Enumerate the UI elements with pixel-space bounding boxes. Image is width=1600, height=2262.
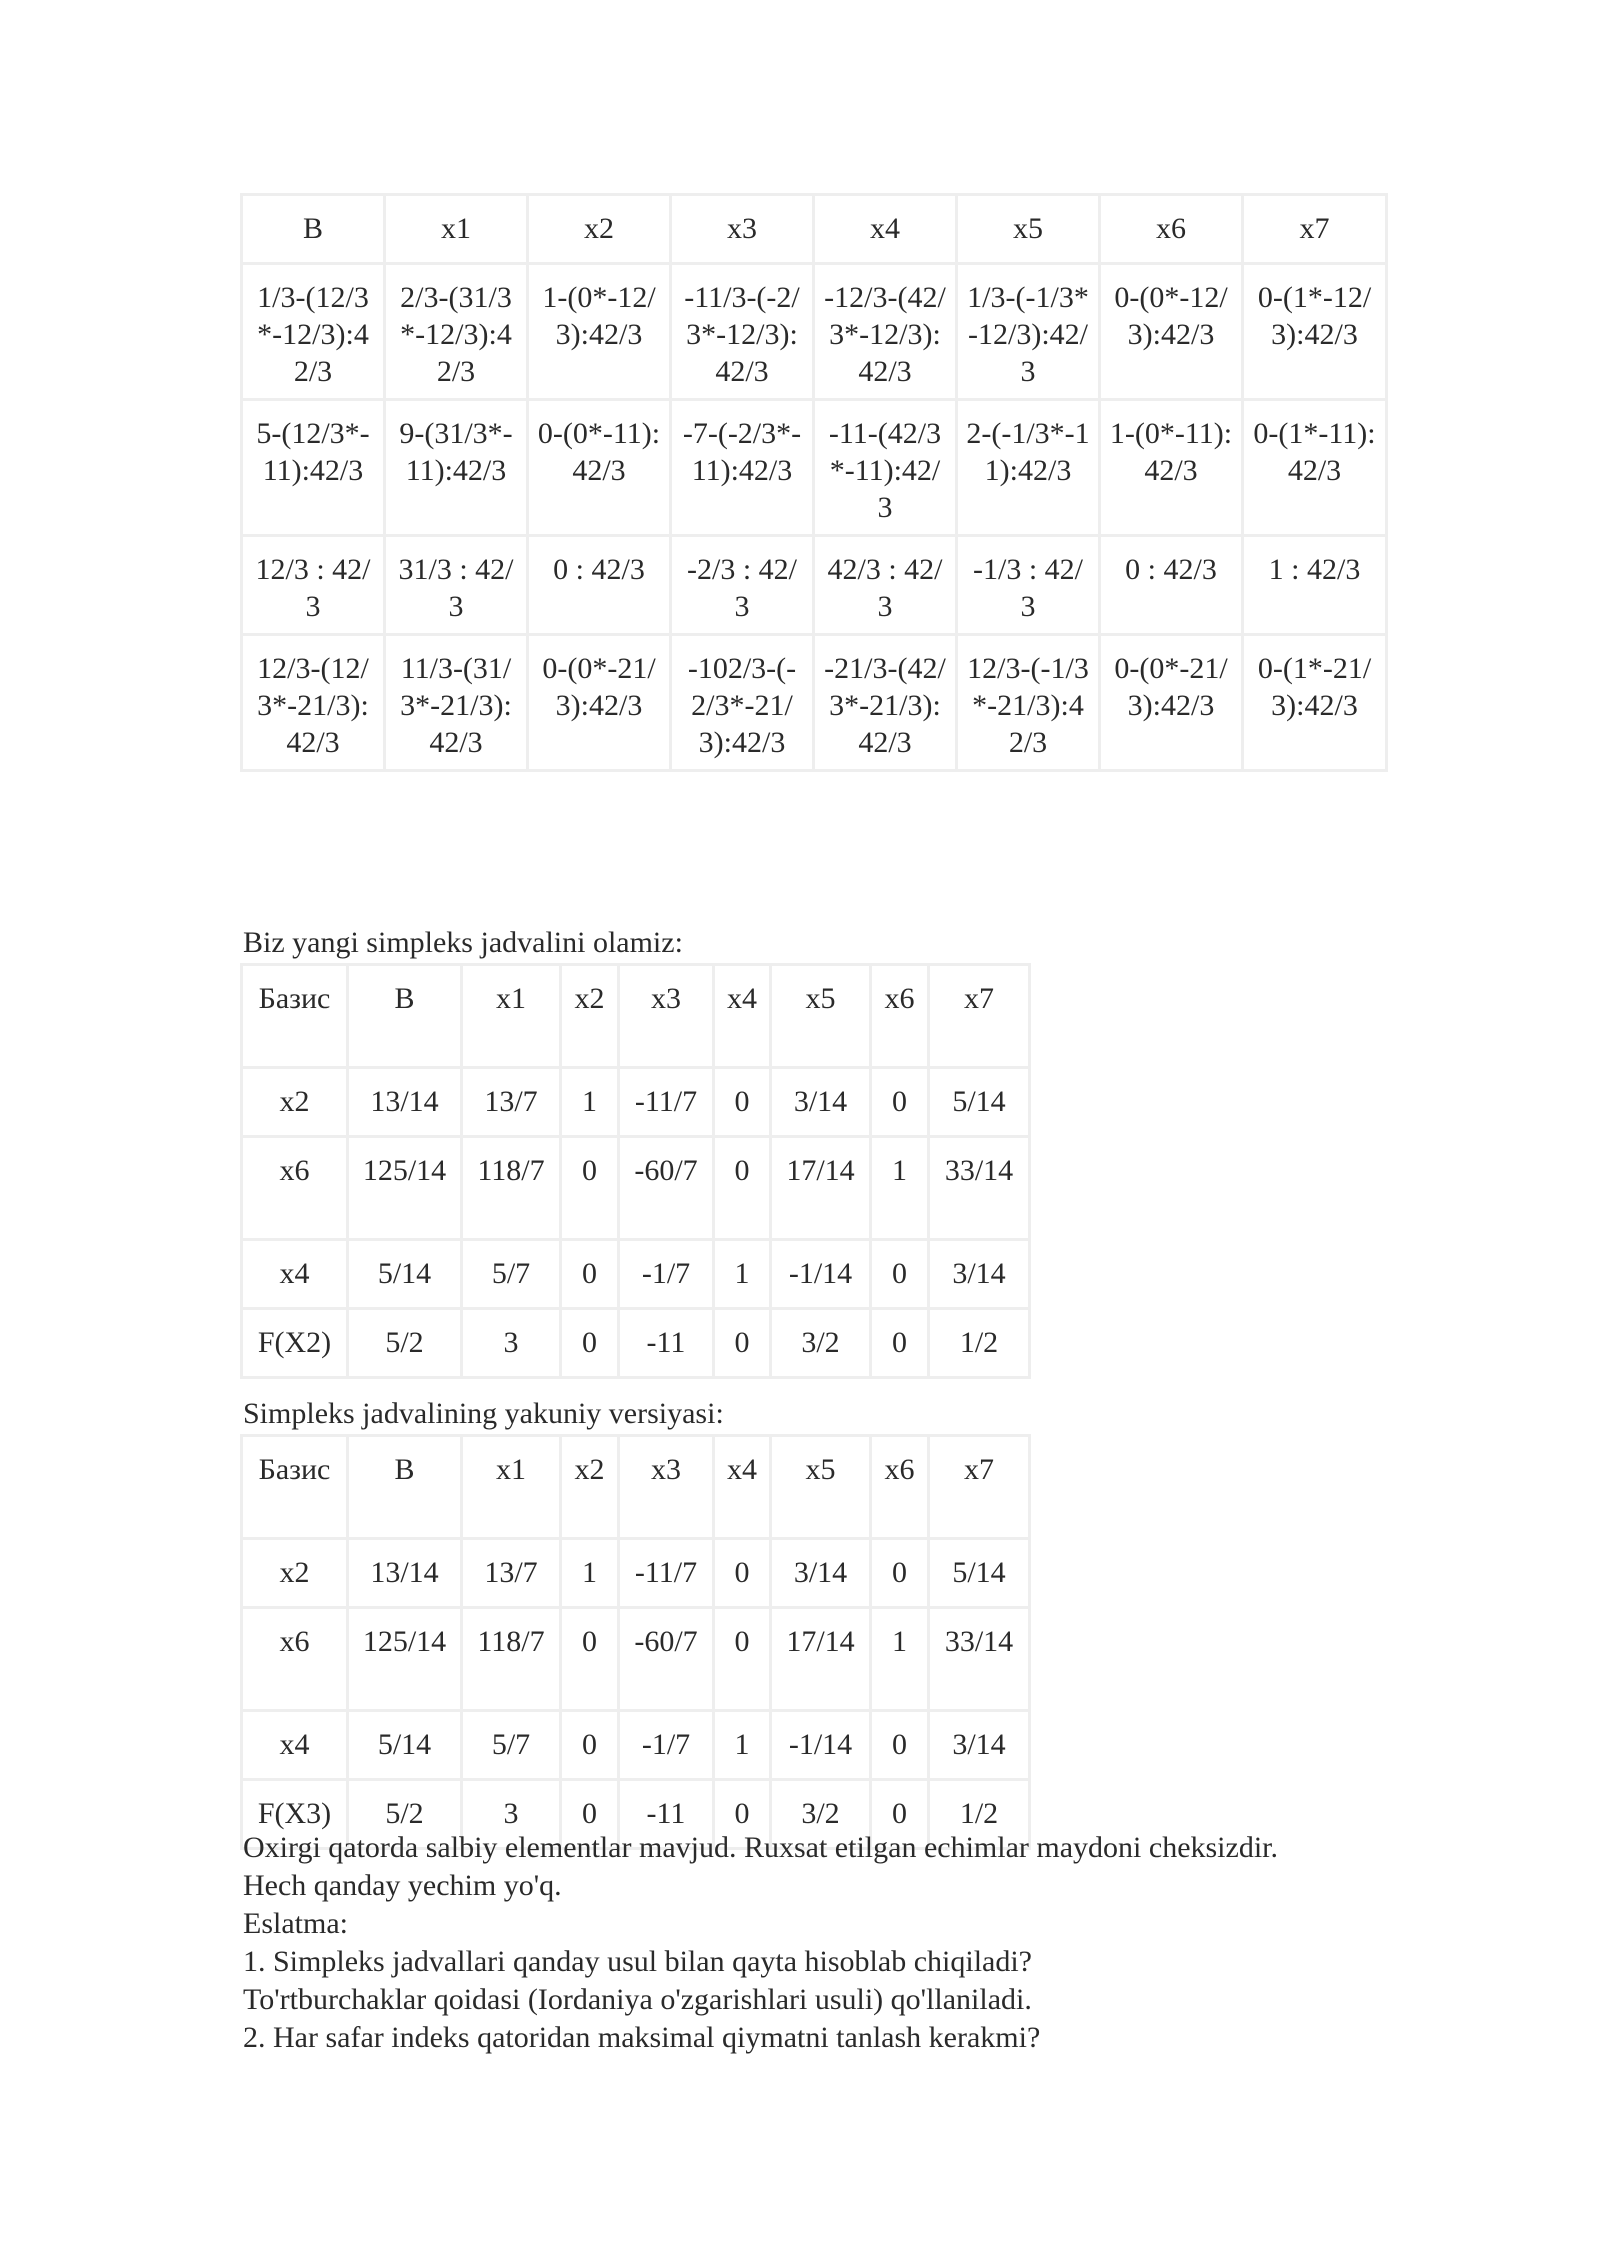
table-cell: 0 : 42/3 — [1100, 536, 1243, 635]
note-line: 2. Har safar indeks qatoridan maksimal qiymatni tanlash kerakmi? — [243, 2021, 1041, 2054]
table-cell: 13/14 — [348, 1068, 462, 1137]
table-cell: 5/14 — [929, 1068, 1030, 1137]
header-cell: x3 — [619, 965, 714, 1068]
table-cell: -11/7 — [619, 1539, 714, 1608]
header-cell: x1 — [385, 195, 528, 264]
header-cell: x1 — [462, 1436, 561, 1539]
header-cell: Базис — [242, 1436, 348, 1539]
table-cell: 0-(0*-21/3):42/3 — [528, 635, 671, 771]
table-cell: 0 — [871, 1780, 929, 1849]
table-cell: 42/3 : 42/3 — [814, 536, 957, 635]
note-line: Hech qanday yechim yo'q. — [243, 1869, 562, 1902]
table-cell: 0 — [714, 1068, 771, 1137]
table-cell: 33/14 — [929, 1137, 1030, 1240]
header-cell: x4 — [814, 195, 957, 264]
table-cell: F(X3) — [242, 1780, 348, 1849]
table-cell: -12/3-(42/3*-12/3):42/3 — [814, 264, 957, 400]
table-cell: 3 — [462, 1309, 561, 1378]
table-cell: 0 — [561, 1711, 619, 1780]
table-cell: 1/3-(-1/3*-12/3):42/3 — [957, 264, 1100, 400]
table-row — [242, 264, 1387, 400]
table-cell: 0-(1*-21/3):42/3 — [1243, 635, 1387, 771]
table-cell: 3/2 — [771, 1309, 871, 1378]
table-cell: 5/14 — [348, 1240, 462, 1309]
table-cell: 0 — [714, 1137, 771, 1240]
table-cell: 0 — [561, 1309, 619, 1378]
table-cell: 0 — [871, 1068, 929, 1137]
header-cell: x6 — [871, 1436, 929, 1539]
table-cell: 0 — [714, 1539, 771, 1608]
header-cell: x3 — [671, 195, 814, 264]
table-cell: -7-(-2/3*-11):42/3 — [671, 400, 814, 536]
table-cell: 0 — [714, 1608, 771, 1711]
table-cell: 11/3-(31/3*-21/3):42/3 — [385, 635, 528, 771]
table-cell: 1-(0*-12/3):42/3 — [528, 264, 671, 400]
table-cell: 3/14 — [929, 1240, 1030, 1309]
note-line: 1. Simpleks jadvallari qanday usul bilan qayta hisoblab chiqiladi? — [243, 1945, 1032, 1978]
table-cell: 5/2 — [348, 1780, 462, 1849]
table-cell: 0 : 42/3 — [528, 536, 671, 635]
header-cell: x4 — [714, 965, 771, 1068]
table-cell: -60/7 — [619, 1608, 714, 1711]
header-cell: B — [348, 1436, 462, 1539]
header-cell: x2 — [561, 1436, 619, 1539]
table-header-row — [242, 195, 1387, 264]
final-simplex-table — [240, 1434, 1031, 1850]
table-cell: 0-(0*-21/3):42/3 — [1100, 635, 1243, 771]
table-row — [242, 1711, 1030, 1780]
table-cell: 33/14 — [929, 1608, 1030, 1711]
table-cell: -1/7 — [619, 1711, 714, 1780]
table-cell: 1 — [871, 1137, 929, 1240]
table-cell: 5/7 — [462, 1240, 561, 1309]
header-cell: x6 — [871, 965, 929, 1068]
table-cell: 0 — [561, 1780, 619, 1849]
header-cell: x5 — [957, 195, 1100, 264]
table-cell: 118/7 — [462, 1137, 561, 1240]
table-cell: 0-(0*-11):42/3 — [528, 400, 671, 536]
table-cell: 1/2 — [929, 1780, 1030, 1849]
header-cell: Базис — [242, 965, 348, 1068]
table-cell: 3 — [462, 1780, 561, 1849]
table-cell: -1/7 — [619, 1240, 714, 1309]
table-cell: 0 — [714, 1780, 771, 1849]
table-cell: -2/3 : 42/3 — [671, 536, 814, 635]
header-cell: x3 — [619, 1436, 714, 1539]
table-cell: -11-(42/3*-11):42/3 — [814, 400, 957, 536]
table-cell: 17/14 — [771, 1137, 871, 1240]
table-cell: 1 — [714, 1711, 771, 1780]
table-cell: x4 — [242, 1240, 348, 1309]
table-row — [242, 400, 1387, 536]
table-cell: -60/7 — [619, 1137, 714, 1240]
table-cell: 0-(1*-12/3):42/3 — [1243, 264, 1387, 400]
table-cell: 5/2 — [348, 1309, 462, 1378]
header-cell: B — [242, 195, 385, 264]
table-cell: 0 — [871, 1711, 929, 1780]
table-cell: x2 — [242, 1068, 348, 1137]
table-row — [242, 1309, 1030, 1378]
table-cell: -11/7 — [619, 1068, 714, 1137]
table-cell: -21/3-(42/3*-21/3):42/3 — [814, 635, 957, 771]
table-row — [242, 1240, 1030, 1309]
header-cell: x7 — [929, 965, 1030, 1068]
header-cell: x2 — [561, 965, 619, 1068]
conclusion-notes — [243, 1829, 1278, 2057]
table-cell: 3/2 — [771, 1780, 871, 1849]
table-cell: 3/14 — [771, 1068, 871, 1137]
final-table-caption: Simpleks jadvalining yakuniy versiyasi: — [243, 1397, 724, 1430]
header-cell: x7 — [929, 1436, 1030, 1539]
table-cell: 5-(12/3*-11):42/3 — [242, 400, 385, 536]
table-cell: 0-(1*-11):42/3 — [1243, 400, 1387, 536]
table-cell: 0 — [714, 1309, 771, 1378]
note-line: Oxirgi qatorda salbiy elementlar mavjud. Ruxsat etilgan echimlar maydoni cheksizdir. — [243, 1831, 1278, 1864]
table-cell: 0-(0*-12/3):42/3 — [1100, 264, 1243, 400]
new-simplex-table — [240, 963, 1031, 1379]
table-cell: 12/3 : 42/3 — [242, 536, 385, 635]
table-row — [242, 635, 1387, 771]
table-row — [242, 1608, 1030, 1711]
table-cell: 1/3-(12/3*-12/3):42/3 — [242, 264, 385, 400]
header-cell: x7 — [1243, 195, 1387, 264]
table-header-row — [242, 1436, 1030, 1539]
table-cell: 12/3-(-1/3*-21/3):42/3 — [957, 635, 1100, 771]
table-row — [242, 1068, 1030, 1137]
table-cell: -102/3-(-2/3*-21/3):42/3 — [671, 635, 814, 771]
table-cell: F(X2) — [242, 1309, 348, 1378]
jordan-calculation-table — [240, 193, 1388, 772]
table-cell: 1 — [871, 1608, 929, 1711]
header-cell: x4 — [714, 1436, 771, 1539]
header-cell: x6 — [1100, 195, 1243, 264]
table-row — [242, 1137, 1030, 1240]
table-cell: -11 — [619, 1309, 714, 1378]
table-cell: 12/3-(12/3*-21/3):42/3 — [242, 635, 385, 771]
table-cell: 1/2 — [929, 1309, 1030, 1378]
table-cell: 0 — [561, 1240, 619, 1309]
table-cell: x6 — [242, 1137, 348, 1240]
table-cell: 0 — [871, 1539, 929, 1608]
table-row — [242, 536, 1387, 635]
table-cell: 0 — [561, 1608, 619, 1711]
table-cell: 9-(31/3*-11):42/3 — [385, 400, 528, 536]
table-cell: x4 — [242, 1711, 348, 1780]
table-cell: 2/3-(31/3*-12/3):42/3 — [385, 264, 528, 400]
table-cell: 0 — [871, 1309, 929, 1378]
table-cell: 125/14 — [348, 1137, 462, 1240]
table-cell: 0 — [561, 1137, 619, 1240]
table-cell: 2-(-1/3*-11):42/3 — [957, 400, 1100, 536]
table-cell: -1/14 — [771, 1711, 871, 1780]
table-cell: -1/3 : 42/3 — [957, 536, 1100, 635]
header-cell: x2 — [528, 195, 671, 264]
table-cell: 3/14 — [929, 1711, 1030, 1780]
table-cell: 1-(0*-11):42/3 — [1100, 400, 1243, 536]
table-cell: 3/14 — [771, 1539, 871, 1608]
new-table-caption: Biz yangi simpleks jadvalini olamiz: — [243, 926, 683, 959]
header-cell: x1 — [462, 965, 561, 1068]
table-cell: 1 — [714, 1240, 771, 1309]
header-cell: B — [348, 965, 462, 1068]
table-header-row — [242, 965, 1030, 1068]
note-line: To'rtburchaklar qoidasi (Iordaniya o'zgarishlari usuli) qo'llaniladi. — [243, 1983, 1032, 2016]
table-cell: 13/7 — [462, 1539, 561, 1608]
table-cell: -11/3-(-2/3*-12/3):42/3 — [671, 264, 814, 400]
table-row — [242, 1539, 1030, 1608]
table-cell: x2 — [242, 1539, 348, 1608]
table-cell: 1 — [561, 1068, 619, 1137]
table-cell: 5/14 — [929, 1539, 1030, 1608]
table-cell: 17/14 — [771, 1608, 871, 1711]
header-cell: x5 — [771, 1436, 871, 1539]
table-cell: x6 — [242, 1608, 348, 1711]
table-cell: 0 — [871, 1240, 929, 1309]
table-cell: 118/7 — [462, 1608, 561, 1711]
header-cell: x5 — [771, 965, 871, 1068]
note-line: Eslatma: — [243, 1907, 348, 1940]
table-cell: 1 : 42/3 — [1243, 536, 1387, 635]
table-cell: 31/3 : 42/3 — [385, 536, 528, 635]
table-cell: 13/7 — [462, 1068, 561, 1137]
table-cell: 5/7 — [462, 1711, 561, 1780]
table-cell: 1 — [561, 1539, 619, 1608]
table-cell: -11 — [619, 1780, 714, 1849]
table-cell: 5/14 — [348, 1711, 462, 1780]
table-cell: 13/14 — [348, 1539, 462, 1608]
table-cell: 125/14 — [348, 1608, 462, 1711]
table-cell: -1/14 — [771, 1240, 871, 1309]
